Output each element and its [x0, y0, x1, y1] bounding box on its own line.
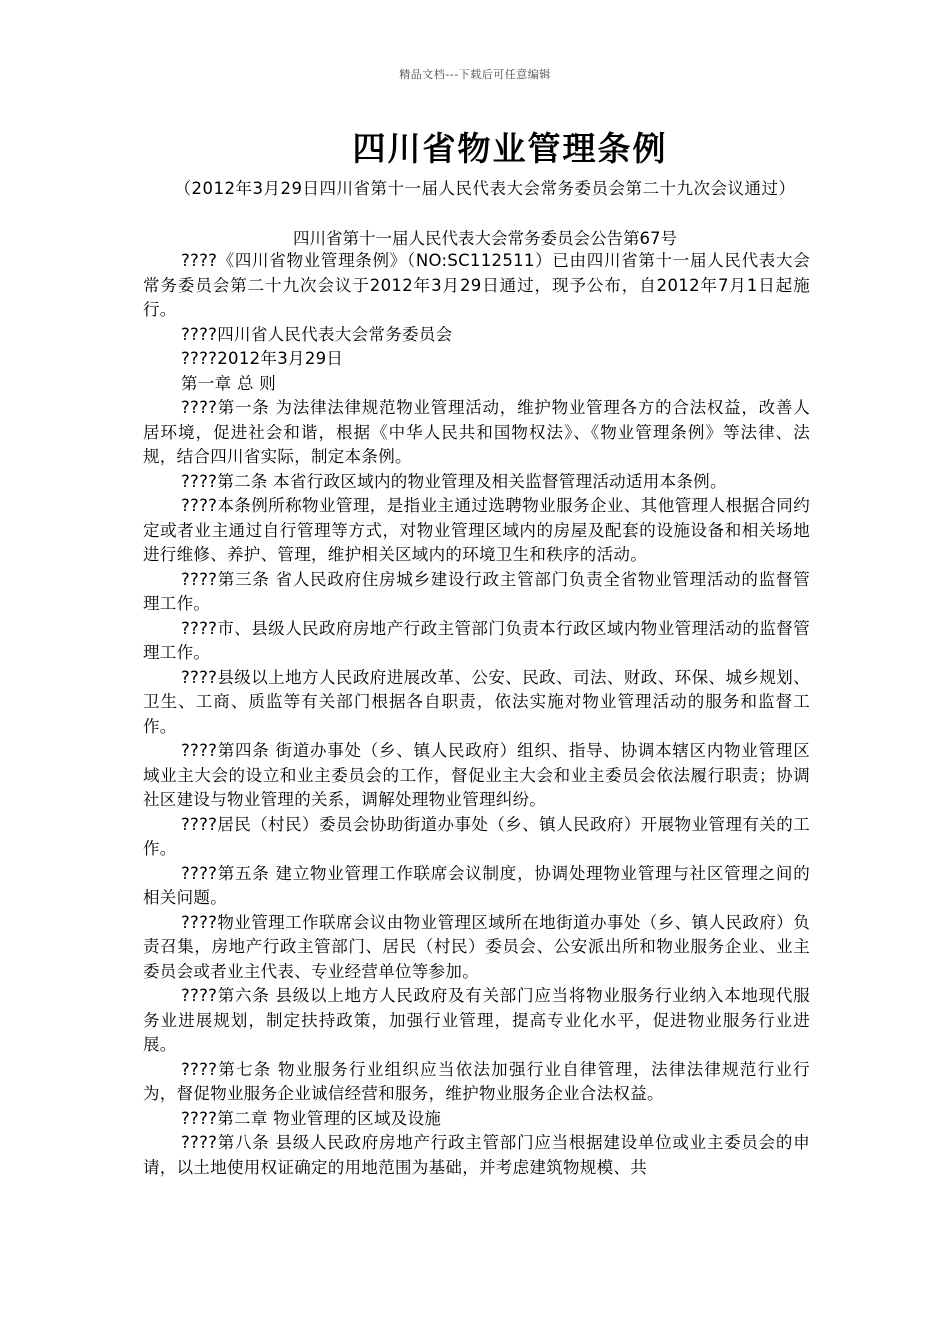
paragraph: ????四川省人民代表大会常务委员会 — [181, 324, 453, 344]
paragraph: ????本条例所称物业管理，是指业主通过选聘物业服务企业、其他管理人根据合同约定或者业主通过自行管理等方式，对物业管理区域内的房屋及配套的设施设备和相关场地进行维修、养护、管理，维护相关区域内的环境卫生和秩序的活动。 — [143, 496, 810, 564]
paragraph: ????《四川省物业管理条例》（NO:SC112511）已由四川省第十一届人民代表大会常务委员会第二十九次会议于2012年3月29日通过，现予公布，自2012年7月1日起施行。 — [143, 251, 810, 319]
chapter-heading: 第一章 总 则 — [181, 373, 277, 393]
document-title: 四川省物业管理条例 — [352, 129, 668, 168]
paragraph: ????第七条 物业服务行业组织应当依法加强行业自律管理，法律法律规范行业行为，督促物业服务企业诚信经营和服务，维护物业服务企业合法权益。 — [143, 1059, 810, 1103]
paragraph: ????第二条 本省行政区域内的物业管理及相关监督管理活动适用本条例。 — [181, 471, 727, 491]
document-subtitle: （2012年3月29日四川省第十一届人民代表大会常务委员会第二十九次会议通过） — [174, 179, 796, 198]
paragraph: ????居民（村民）委员会协助街道办事处（乡、镇人民政府）开展物业管理有关的工作。 — [143, 814, 810, 858]
paragraph: ????物业管理工作联席会议由物业管理区域所在地街道办事处（乡、镇人民政府）负责召集，房地产行政主管部门、居民（村民）委员会、公安派出所和物业服务企业、业主委员会或者业主代表、专业经营单位等参加。 — [143, 912, 810, 981]
announcement-line: 四川省第十一届人民代表大会常务委员会公告第67号 — [293, 229, 677, 248]
paragraph: ????第六条 县级以上地方人民政府及有关部门应当将物业服务行业纳入本地现代服务业进展规划，制定扶持政策，加强行业管理，提高专业化水平，促进物业服务行业进展。 — [143, 986, 810, 1054]
paragraph: ????第五条 建立物业管理工作联席会议制度，协调处理物业管理与社区管理之间的相关问题。 — [143, 863, 810, 907]
document-body — [143, 249, 810, 1180]
paragraph: ????第一条 为法律法律规范物业管理活动，维护物业管理各方的合法权益，改善人居环境，促进社会和谐，根据《中华人民共和国物权法》、《物业管理条例》等法律、法规，结合四川省实际，制定本条例。 — [143, 398, 810, 466]
chapter-heading: ????第二章 物业管理的区域及设施 — [181, 1108, 442, 1128]
paragraph: ????市、县级人民政府房地产行政主管部门负责本行政区域内物业管理活动的监督管理工作。 — [143, 618, 810, 662]
paragraph: ????第三条 省人民政府住房城乡建设行政主管部门负责全省物业管理活动的监督管理工作。 — [143, 569, 810, 613]
paragraph: ????第八条 县级人民政府房地产行政主管部门应当根据建设单位或业主委员会的申请，以土地使用权证确定的用地范围为基础，并考虑建筑物规模、共 — [143, 1133, 810, 1177]
paragraph: ????县级以上地方人民政府进展改革、公安、民政、司法、财政、环保、城乡规划、卫生、工商、质监等有关部门根据各自职责，依法实施对物业管理活动的服务和监督工作。 — [143, 667, 810, 736]
header-note: 精品文档---下载后可任意编辑 — [399, 68, 551, 81]
paragraph: ????第四条 街道办事处（乡、镇人民政府）组织、指导、协调本辖区内物业管理区域业主大会的设立和业主委员会的工作，督促业主大会和业主委员会依法履行职责；协调社区建设与物业管理的关系，调解处理物业管理纠纷。 — [143, 741, 810, 809]
paragraph: ????2012年3月29日 — [181, 349, 344, 368]
